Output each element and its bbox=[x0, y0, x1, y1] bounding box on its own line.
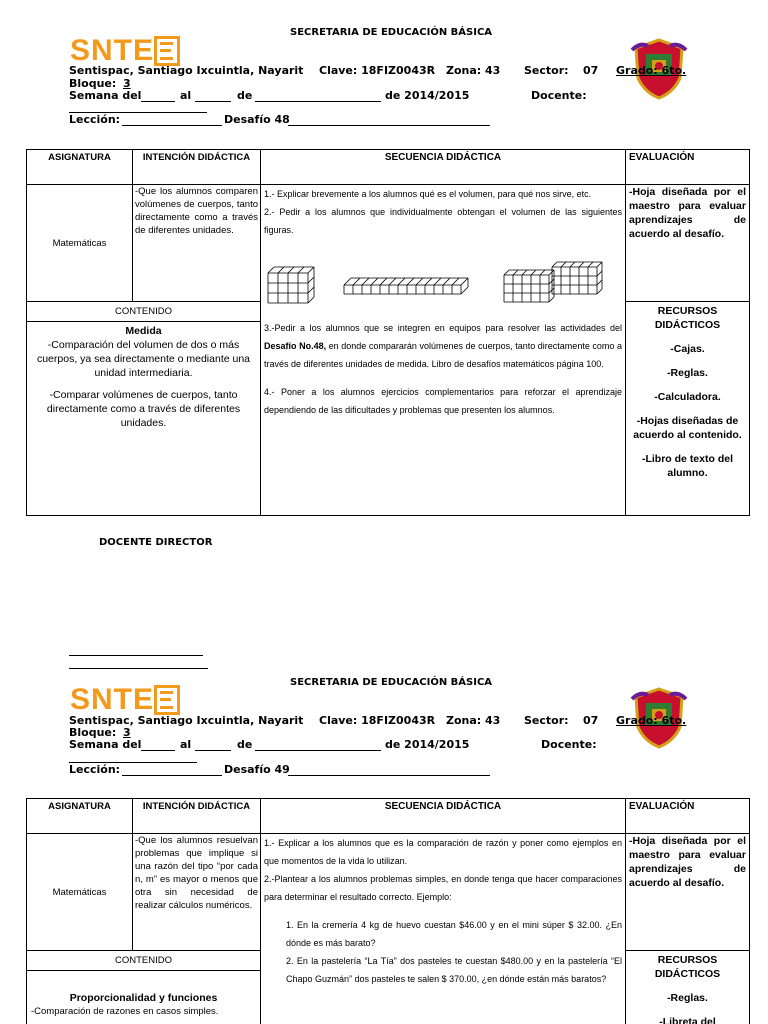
contenido-title: Medida bbox=[125, 325, 162, 337]
asignatura-cell-2: Matemáticas bbox=[27, 834, 133, 951]
bloque-value: 3 bbox=[123, 77, 131, 90]
signature-line-docente bbox=[69, 655, 203, 656]
recursos-cell bbox=[626, 302, 750, 516]
docente-label: Docente: bbox=[531, 89, 587, 102]
contenido-p1-2: -Comparación de razones en casos simples. bbox=[31, 1006, 219, 1017]
snte-logo: SNTE bbox=[70, 36, 180, 66]
school-sector-2: Sector: bbox=[524, 714, 569, 727]
asignatura-cell: Matemáticas bbox=[27, 185, 133, 302]
semana-al-label-2: al bbox=[180, 738, 192, 751]
evaluacion-cell-2: -Hoja diseñada por el maestro para evaluar aprendizajes de acuerdo al desafío. bbox=[626, 834, 750, 951]
seq-step-2: 2.- Pedir a los alumnos que individualmente obtengan el volumen de las siguientes figuras. bbox=[264, 207, 622, 235]
header-evaluacion: EVALUACIÓN bbox=[626, 150, 750, 185]
leccion-blank-left bbox=[122, 125, 222, 126]
semana-to-blank-2 bbox=[195, 750, 231, 751]
semana-label-2: Semana del bbox=[69, 738, 142, 751]
secuencia-cell bbox=[261, 185, 626, 516]
semana-de-label: de bbox=[237, 89, 253, 102]
cube-figures-icon bbox=[264, 257, 614, 305]
leccion-blank-left-2 bbox=[122, 775, 222, 776]
header-secuencia: SECUENCIA DIDÁCTICA bbox=[261, 150, 626, 185]
seq2-example-2: 2. En la pastelería “La Tía” dos pasteles te cuestan $480.00 y en la pastelería “El Chapo Guzmán” dos pasteles te salen $ 370.00, ¿en dónde están más baratos? bbox=[286, 956, 622, 984]
semana-al-label: al bbox=[180, 89, 192, 102]
planning-table-2 bbox=[26, 798, 750, 1024]
seq-step-1: 1.- Explicar brevemente a los alumnos qué es el volumen, para qué nos sirve, etc. bbox=[264, 189, 592, 199]
header-secuencia-2: SECUENCIA DIDÁCTICA bbox=[261, 799, 626, 834]
leccion-blank-right bbox=[288, 125, 490, 126]
recurso-item: -Hojas diseñadas de acuerdo al contenido. bbox=[633, 415, 742, 441]
seq-step-4: 4.- Poner a los alumnos ejercicios complementarios para reforzar el aprendizaje dependiendo de las dificultades y problemas que presenten los alumnos. bbox=[264, 387, 622, 415]
signatures-label: DOCENTE DIRECTOR bbox=[99, 537, 213, 548]
intencion-cell-2: -Que los alumnos resuelvan problemas que implique si una razón del tipo “por cada n, m” es mayor o menos que otra sin necesidad de realizar cálculos numéricos. bbox=[133, 834, 261, 951]
school-sector-number-2: 07 bbox=[583, 714, 599, 727]
recurso-item: -Reglas. bbox=[667, 367, 708, 379]
docente-label-2: Docente: bbox=[541, 738, 597, 751]
recursos-label-2: RECURSOS DIDÁCTICOS bbox=[654, 954, 721, 980]
month-blank-2 bbox=[255, 750, 381, 751]
planning-table-1 bbox=[26, 149, 750, 516]
contenido-cell-2 bbox=[27, 971, 261, 1024]
semana-to-blank bbox=[195, 101, 231, 102]
school-zona-2: Zona: 43 bbox=[446, 714, 501, 727]
school-location-2: Sentispac, Santiago Ixcuintla, Nayarit bbox=[69, 714, 304, 727]
recurso-item: -Libro de texto del alumno. bbox=[641, 453, 733, 479]
leccion-value: Desafío 48 bbox=[224, 113, 290, 126]
signature-line-director bbox=[69, 668, 208, 669]
contenido-title-2: Proporcionalidad y funciones bbox=[69, 992, 218, 1004]
header-evaluacion-2: EVALUACIÓN bbox=[626, 799, 750, 834]
leccion-value-2: Desafío 49 bbox=[224, 763, 290, 776]
contenido-label: CONTENIDO bbox=[27, 302, 261, 322]
recurso-item: -Reglas. bbox=[667, 992, 708, 1004]
seq2-step-1: 1.- Explicar a los alumnos que es la comparación de razón y poner como ejemplos en que momentos de la vida lo utilizan. bbox=[264, 838, 622, 866]
semana-de-label-2: de bbox=[237, 738, 253, 751]
bloque-label: Bloque: bbox=[69, 77, 117, 90]
recursos-label: RECURSOS DIDÁCTICOS bbox=[654, 305, 721, 331]
document-title: SECRETARIA DE EDUCACIÓN BÁSICA bbox=[290, 27, 493, 38]
seq2-example-1: 1. En la cremería 4 kg de huevo cuestan $46.00 y en el mini súper $ 32.00. ¿En dónde es más barato? bbox=[286, 920, 622, 948]
school-year-2: de 2014/2015 bbox=[385, 738, 470, 751]
evaluacion-cell: -Hoja diseñada por el maestro para evaluar aprendizajes de acuerdo al desafío. bbox=[626, 185, 750, 302]
leccion-label-2: Lección: bbox=[69, 763, 121, 776]
header-asignatura: ASIGNATURA bbox=[27, 150, 133, 185]
recurso-item: -Cajas. bbox=[670, 343, 705, 355]
secuencia-cell-2 bbox=[261, 834, 626, 1024]
header-intencion: INTENCIÓN DIDÁCTICA bbox=[133, 150, 261, 185]
school-sector-number: 07 bbox=[583, 64, 599, 77]
bloque-label-2: Bloque: bbox=[69, 726, 117, 739]
recurso-item: -Libreta del bbox=[659, 1016, 716, 1024]
school-sector: Sector: bbox=[524, 64, 569, 77]
leccion-label: Lección: bbox=[69, 113, 121, 126]
intencion-cell: -Que los alumnos comparen volúmenes de cuerpos, tanto directamente como a través de diferentes unidades. bbox=[133, 185, 261, 302]
semana-from-blank bbox=[141, 101, 175, 102]
school-year: de 2014/2015 bbox=[385, 89, 470, 102]
snte-logo-2: SNTE bbox=[70, 685, 180, 715]
semana-from-blank-2 bbox=[141, 750, 175, 751]
seq-step-3: 3.-Pedir a los alumnos que se integren en equipos para resolver las actividades del Desafío No.48, en donde compararán volúmenes de cuerpos, tanto directamente como a través de diferentes unidades de medida. Libro de desafíos matemáticos página 100. bbox=[264, 323, 622, 369]
grade-label: Grado: 6to. bbox=[616, 64, 687, 77]
school-clave-2: Clave: 18FIZ0043R bbox=[319, 714, 436, 727]
recurso-item: -Calculadora. bbox=[654, 391, 721, 403]
contenido-cell bbox=[27, 322, 261, 516]
header-asignatura-2: ASIGNATURA bbox=[27, 799, 133, 834]
contenido-p1: -Comparación del volumen de dos o más cuerpos, ya sea directamente o mediante una unidad intermediaria. bbox=[36, 339, 251, 379]
bloque-value-2: 3 bbox=[123, 726, 131, 739]
recursos-cell-2 bbox=[626, 951, 750, 1024]
leccion-blank-right-2 bbox=[288, 775, 490, 776]
month-blank bbox=[255, 101, 381, 102]
school-zona: Zona: 43 bbox=[446, 64, 501, 77]
school-location: Sentispac, Santiago Ixcuintla, Nayarit bbox=[69, 64, 304, 77]
semana-label: Semana del bbox=[69, 89, 142, 102]
school-clave: Clave: 18FIZ0043R bbox=[319, 64, 436, 77]
contenido-label-2: CONTENIDO bbox=[27, 951, 261, 971]
contenido-p2: -Comparar volúmenes de cuerpos, tanto directamente como a través de diferentes unidades. bbox=[46, 389, 241, 429]
header-intencion-2: INTENCIÓN DIDÁCTICA bbox=[133, 799, 261, 834]
seq2-step-2: 2.-Plantear a los alumnos problemas simples, en donde tenga que hacer comparaciones para determinar el resultado correcto. Ejemplo: bbox=[264, 874, 622, 902]
grade-label-2: Grado: 6to. bbox=[616, 714, 687, 727]
document-title-2: SECRETARIA DE EDUCACIÓN BÁSICA bbox=[290, 677, 493, 688]
